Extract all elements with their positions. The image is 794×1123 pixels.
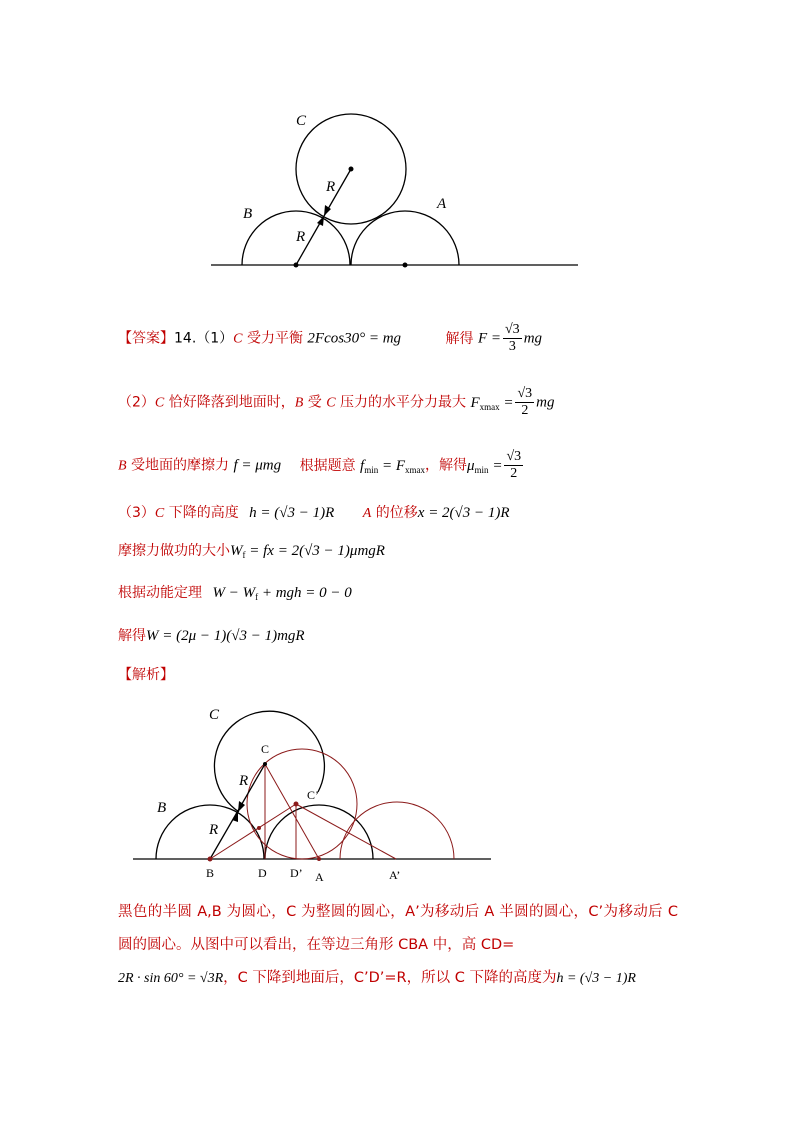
eq-fmin: $f_{min} = F_{xmax}$	[360, 457, 426, 475]
eq-height: h = (√3 − 1)R	[249, 505, 335, 521]
fig2-line-ca	[265, 764, 319, 859]
answer-line-5: 摩擦力做功的大小$W_f$ = fx = 2(√3 − 1)μmgR	[118, 543, 385, 560]
fig2-label-b-italic: B	[157, 800, 167, 816]
solve-label-1: 解得	[445, 330, 474, 347]
eq-mumin: $\mu_{min}$ =	[467, 457, 503, 475]
explanation-paragraph	[118, 896, 678, 995]
fig2-label-c-italic: C	[209, 707, 220, 723]
fig2-label-c-prime: C’	[307, 788, 319, 802]
answer-line-6: 根据动能定理 $W - W_f$ + mgh = 0 − 0	[118, 585, 352, 602]
fig1-label-a: A	[437, 196, 447, 212]
figure-2	[0, 690, 794, 890]
center-a-dot	[403, 263, 408, 268]
eq-displacement: x = 2(√3 − 1)R	[417, 505, 510, 521]
explanation-eq-cd: 2R · sin 60° = √3R	[118, 971, 224, 986]
question-number: 14.（1）	[174, 330, 234, 347]
var-c: C	[233, 331, 243, 347]
fig2-line-b-c	[210, 764, 265, 859]
explanation-eq-height: h = (√3 − 1)R	[556, 971, 636, 986]
fig2-dot-a	[317, 857, 321, 861]
radius-b-arrowhead	[317, 216, 324, 226]
fraction-1: $\frac{√3}{3}$	[505, 322, 520, 354]
fig2-label-d-prime: D’	[290, 866, 303, 880]
equation-balance: 2Fcos30° = mg	[307, 330, 402, 347]
explanation-text-2: ，C 下降到地面后，C’D’=R，所以 C 下降的高度为	[223, 970, 557, 986]
figure-1	[0, 0, 794, 280]
fig2-label-d: D	[258, 866, 267, 880]
fig1-label-r-bottom: R	[296, 229, 306, 245]
eq-fxmax: $F_{xmax}$ =	[470, 394, 514, 412]
l1-text: 受力平衡	[242, 330, 303, 347]
answer-line-2: （2）C 恰好降落到地面时，B 受 C 压力的水平分力最大 $F_{xmax}$ = $\frac{√3}{2}$ mg	[118, 386, 555, 418]
fig2-label-a-prime: A’	[389, 868, 401, 882]
semicircle-a	[351, 211, 459, 265]
fig1-label-r-top: R	[326, 179, 336, 195]
eq-energy: $W - W_f$ + mgh = 0 − 0	[212, 585, 352, 602]
eq-friction: f = μmg	[233, 457, 282, 474]
analysis-tag: 【解析】	[118, 667, 174, 683]
fraction-3: $\frac{√3}{2}$	[506, 449, 522, 481]
fig2-dot-cprime	[294, 802, 299, 807]
fig1-label-b: B	[243, 206, 253, 222]
answer-line-4: （3）C 下降的高度 h = (√3 − 1)R A 的位移x = 2(√3 − 1)R	[118, 505, 510, 521]
answer-line-7: 解得W = (2μ − 1)(√3 − 1)mgR	[118, 628, 305, 644]
answer-line-1	[118, 322, 542, 355]
fig1-label-c: C	[296, 113, 307, 129]
fig2-arrowhead-top	[238, 801, 245, 812]
fig2-line-b-cprime	[210, 804, 296, 859]
fig2-label-c-center: C	[261, 742, 270, 756]
fig2-label-r-bottom: R	[209, 822, 219, 838]
fig2-label-r-top: R	[239, 773, 249, 789]
eq-work-result: W = (2μ − 1)(√3 − 1)mgR	[146, 628, 305, 644]
answer-line-3: B 受地面的摩擦力 f = μmg 根据题意 $f_{min} = F_{xmax}$，解得$\mu_{min}$ = $\frac{√3}{2}$	[118, 449, 522, 481]
answer-tag: 【答案】	[118, 330, 174, 347]
eq-f-lhs: F =	[477, 330, 501, 347]
eq-f-mg: mg	[523, 330, 543, 347]
explanation-text-1: 黑色的半圆 A,B 为圆心，C 为整圆的圆心，A’为移动后 A 半圆的圆心，C’为移动后 C 圆的圆心。从图中可以看出，在等边三角形 CBA 中，高 CD=	[118, 904, 678, 953]
fraction-2: $\frac{√3}{2}$	[517, 386, 533, 418]
fig2-label-b: B	[206, 866, 215, 880]
fig2-dot-b	[208, 857, 213, 862]
eq-work-friction: $W_f$ = fx = 2(√3 − 1)μmgR	[230, 543, 385, 560]
fig2-dot-c	[263, 762, 267, 766]
fig2-dot-contact	[257, 826, 261, 830]
fig2-label-a: A	[315, 870, 324, 884]
